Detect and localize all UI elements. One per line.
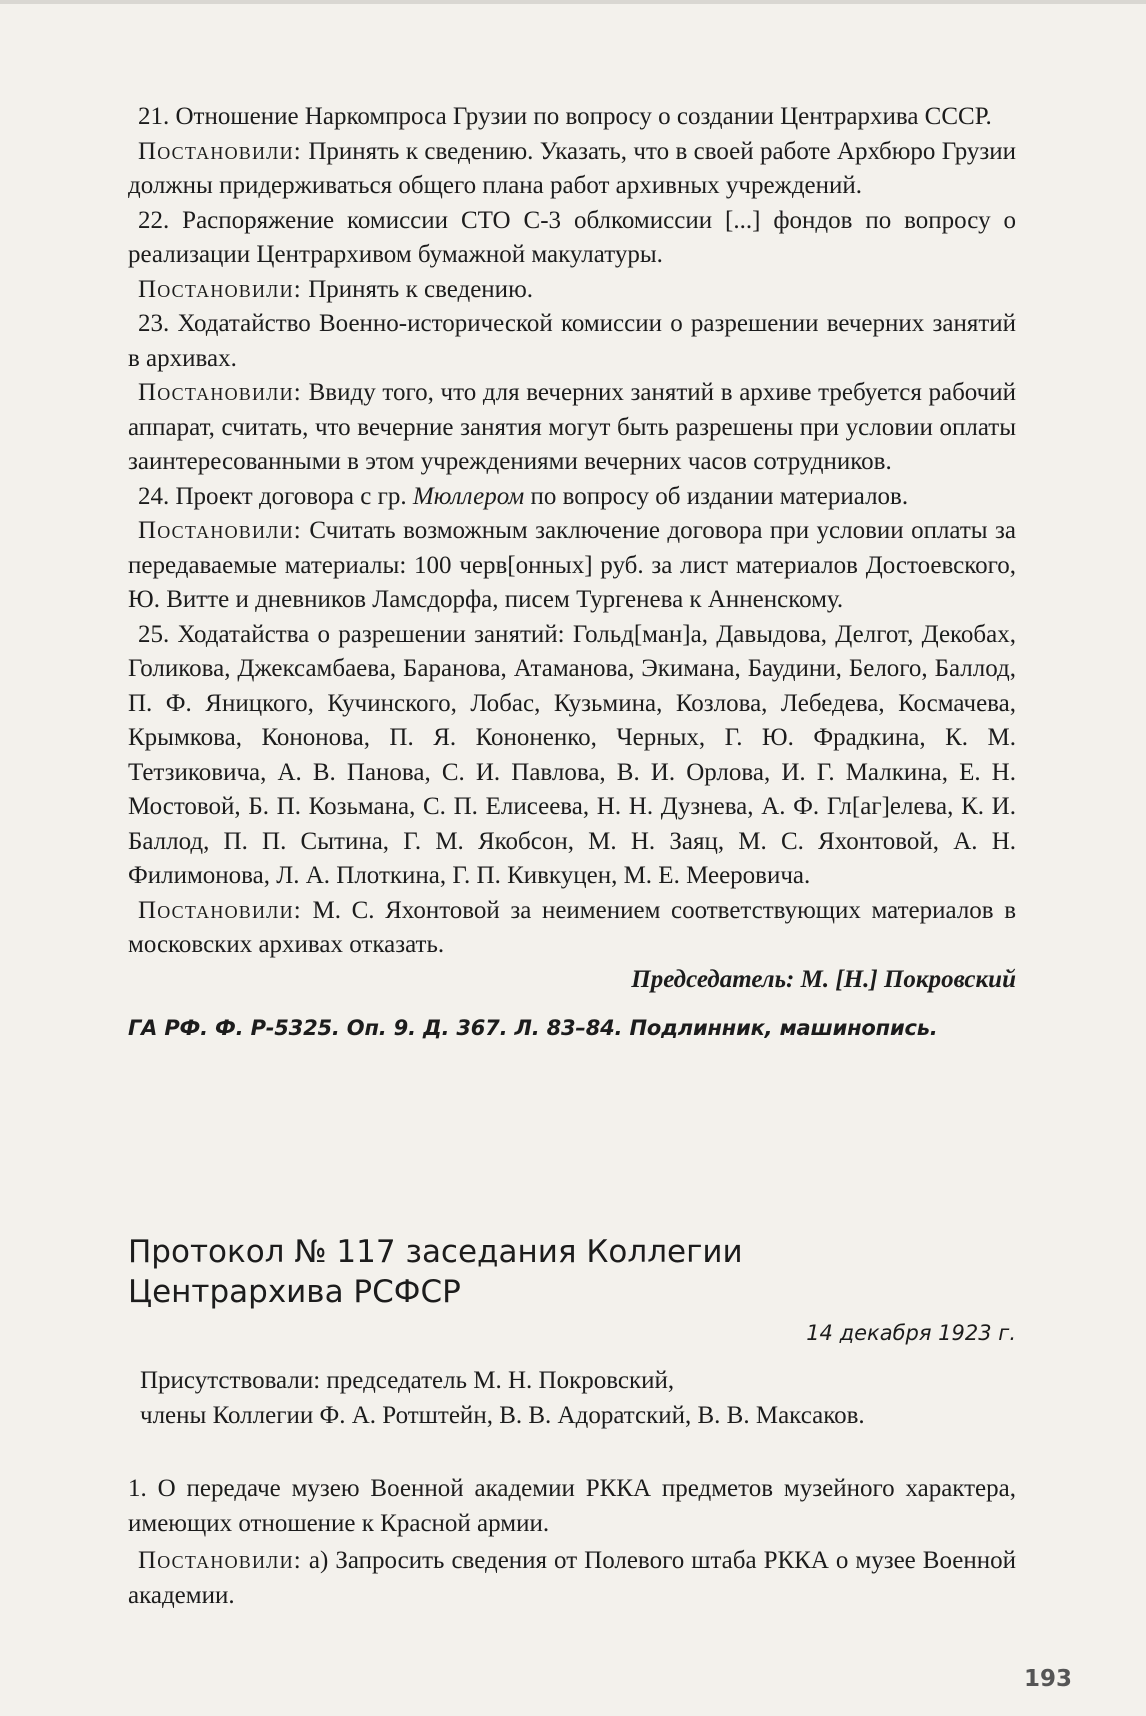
item-23: 23. Ходатайство Военно-исторической комиссии о разрешении вечерних занятий в архивах. (128, 310, 1016, 372)
resolution-23: Постановили: Ввиду того, что для вечерних занятий в архиве требуется рабочий аппарат, считать, что вечерние занятия могут быть разрешены при условии оплаты заинтересованными в этом учреждениями вечерних часов сотрудников. (128, 379, 1016, 475)
minutes-body (128, 100, 1016, 1045)
page-number: 193 (1023, 1666, 1072, 1692)
italic-name: Мюллером (412, 482, 525, 510)
item-25: 25. Ходатайства о разрешении занятий: Гольд[ман]а, Давыдова, Делгот, Декобах, Голикова, Джексамбаева, Баранова, Атаманова, Экимана, Баудини, Белого, Баллод, П. Ф. Яницкого, Кучинского, Лобас, Кузьмина, Козлова, Лебедева, Космачева, Крымкова, Кононова, П. Я. Кононенко, Черных, Г. Ю. Фрадкина, К. М. Тетзиковича, А. В. Панова, С. И. Павлова, В. И. Орлова, И. Г. Малкина, Е. Н. Мостовой, Б. П. Козьмана, С. П. Елисеева, Н. Н. Дузнева, А. Ф. Гл[аг]елева, К. И. Баллод, П. П. Сытина, Г. М. Якобсон, М. Н. Заяц, М. С. Яхонтовой, А. Н. Филимонова, Л. А. Плоткина, Г. П. Кивкуцен, М. Е. Мееровича. (128, 620, 1016, 889)
item-1-resolution: Постановили: а) Запросить сведения от Полевого штаба РККА о музее Военной академии. (128, 1547, 1016, 1609)
resolution-label: Постановили: (138, 379, 302, 406)
attendance-line-1: Присутствовали: председатель М. Н. Покровский, (140, 1367, 675, 1394)
resolution-label: Постановили: (138, 517, 302, 544)
item-21: 21. Отношение Наркомпроса Грузии по вопросу о создании Центрархива СССР. (138, 103, 992, 130)
attendance-line-2: члены Коллегии Ф. А. Ротштейн, В. В. Адоратский, В. В. Максаков. (140, 1401, 865, 1429)
resolution-22: Постановили: Принять к сведению. (138, 275, 533, 303)
item-1-text: 1. О передаче музею Военной академии РККА предметов музейного характера, имеющих отношение к Красной армии. (128, 1475, 1016, 1537)
protocol-item-1 (128, 1472, 1016, 1613)
resolution-25: Постановили: М. С. Яхонтовой за неимением соответствующих материалов в московских архивах отказать. (128, 896, 1016, 958)
resolution-24: Постановили: Считать возможным заключение договора при условии оплаты за передаваемые материалы: 100 черв[онных] руб. за лист материалов Достоевского, Ю. Витте и дневников Ламсдорфа, писем Тургенева к Анненскому. (128, 517, 1016, 613)
item-22: 22. Распоряжение комиссии СТО С-3 облкомиссии [...] фондов по вопросу о реализации Центрархивом бумажной макулатуры. (128, 206, 1016, 268)
resolution-label: Постановили: (138, 1547, 302, 1574)
item-24: 24. Проект договора с гр. Мюллером по вопросу об издании материалов. (138, 482, 909, 510)
attendance (140, 1364, 1016, 1433)
resolution-label: Постановили: (138, 137, 302, 165)
top-rule (0, 0, 1146, 4)
archival-source: ГА РФ. Ф. Р-5325. Оп. 9. Д. 367. Л. 83–84. Подлинник, машинопись. (128, 1016, 938, 1040)
protocol-title: Протокол № 117 заседания Коллегии Центрархива РСФСР (128, 1234, 743, 1310)
chairman-signature: Председатель: М. [Н.] Покровский (631, 965, 1016, 993)
protocol-date: 14 декабря 1923 г. (806, 1321, 1016, 1345)
resolution-21: Постановили: Принять к сведению. Указать, что в своей работе Архбюро Грузии должны придерживаться общего плана работ архивных учреждений. (128, 137, 1016, 199)
resolution-label: Постановили: (138, 896, 302, 924)
resolution-label: Постановили: (138, 275, 302, 303)
